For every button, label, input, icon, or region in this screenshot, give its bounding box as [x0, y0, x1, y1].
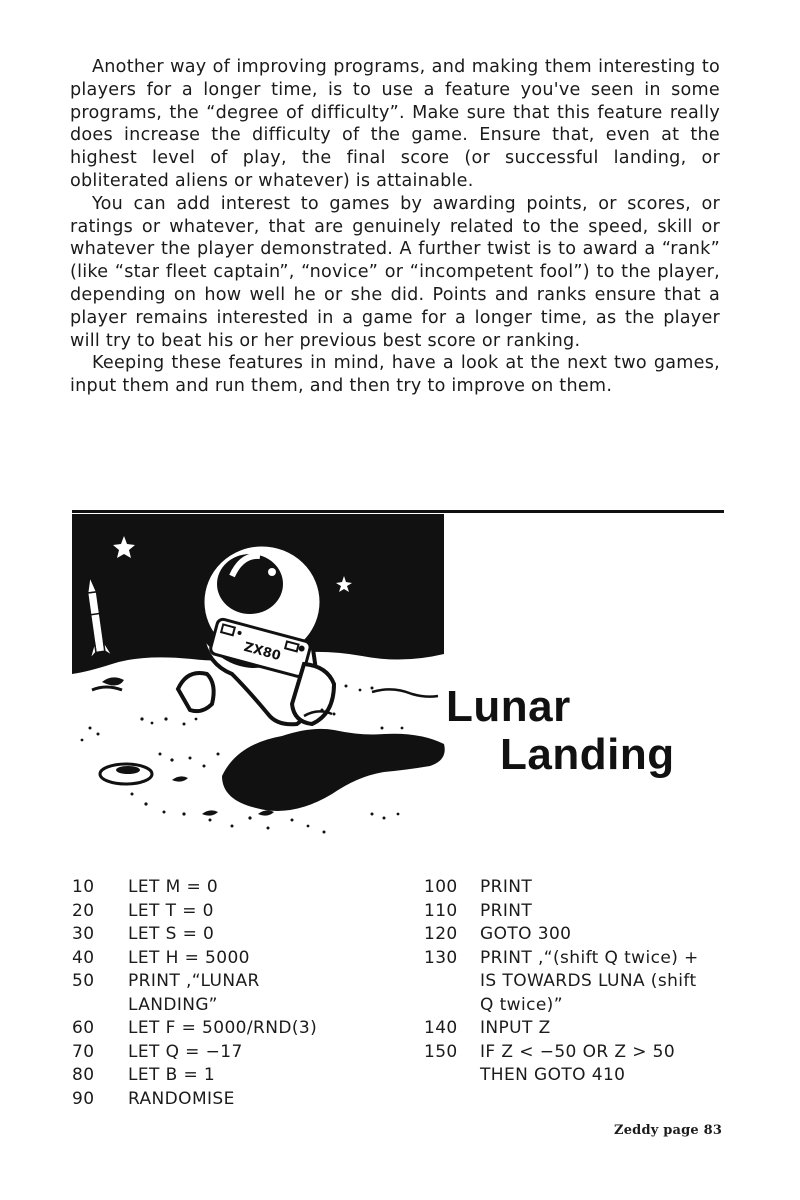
line-number: 90 — [72, 1088, 95, 1109]
line-text: LET T = 0 — [128, 900, 214, 921]
line-text: THEN GOTO 410 — [480, 1065, 626, 1085]
line-number: 100 — [424, 877, 458, 897]
line-number — [72, 994, 128, 1018]
line-text: PRINT — [480, 877, 533, 897]
code-line — [72, 1017, 372, 1041]
line-number: 30 — [72, 924, 95, 944]
line-number — [424, 970, 480, 994]
line-text: PRINT ,“(shift Q twice) + — [480, 947, 699, 968]
line-number: 130 — [424, 947, 458, 968]
moon-robot-picture — [72, 514, 452, 850]
code-line — [72, 1064, 372, 1088]
page-footer: Zeddy page 83 — [614, 1123, 723, 1138]
line-number: 10 — [72, 877, 95, 897]
code-listing-right — [424, 876, 744, 1088]
line-text: LET S = 0 — [128, 924, 215, 944]
title-landing: Landing — [500, 730, 675, 779]
intro-paragraph-2: You can add interest to games by awarding points, or scores, or ratings or whatever, that are genuinely related to the speed, skill or whatever the player demonstrated. A further twist is to award a “rank” (like “star fleet captain”, “novice” or “incompetent fool”) to the player, depending on how well he or she did. Points and ranks ensure that a player remains interested in a game for a longer time, as the player will try to beat his or her previous best score or ranking. — [70, 193, 720, 351]
code-line — [72, 1041, 372, 1065]
line-number: 60 — [72, 1018, 95, 1038]
line-text: RANDOMISE — [128, 1088, 235, 1109]
code-line — [72, 900, 372, 924]
code-listing-left — [72, 876, 372, 1111]
line-text: IS TOWARDS LUNA (shift — [480, 971, 697, 991]
line-number: 110 — [424, 900, 458, 921]
intro-paragraph-1: Another way of improving programs, and making them interesting to players for a longer time, is to use a feature you've seen in some programs, the “degree of difficulty”. Make sure that this feature really does increase the difficulty of the game. Ensure that, even at the highest level of play, the final score (or successful landing, or obliterated aliens or whatever) is attainable. — [70, 57, 720, 191]
code-line — [72, 947, 372, 971]
line-number: 50 — [72, 971, 95, 991]
line-number: 70 — [72, 1041, 95, 1062]
code-line — [424, 1041, 744, 1065]
code-line — [424, 947, 744, 971]
section-divider — [72, 510, 724, 513]
zx80-badge: ZX80 — [242, 639, 283, 665]
line-number — [424, 1064, 480, 1088]
code-line — [72, 923, 372, 947]
line-text: PRINT ,“LUNAR — [128, 971, 260, 991]
line-text: LET F = 5000/RND(3) — [128, 1018, 318, 1038]
intro-paragraph-3: Keeping these features in mind, have a look at the next two games, input them and run them, and then try to improve on them. — [70, 353, 720, 397]
line-text: GOTO 300 — [480, 924, 572, 944]
code-line — [424, 900, 744, 924]
line-text: LET H = 5000 — [128, 947, 250, 968]
intro-text — [70, 56, 720, 398]
code-line — [424, 923, 744, 947]
code-line — [424, 970, 744, 994]
line-number: 40 — [72, 947, 95, 968]
code-line — [72, 994, 372, 1018]
code-line — [424, 994, 744, 1018]
line-number — [424, 994, 480, 1018]
code-line — [72, 1088, 372, 1112]
code-line — [424, 1064, 744, 1088]
line-number: 120 — [424, 924, 458, 944]
line-number: 150 — [424, 1041, 458, 1062]
code-line — [72, 970, 372, 994]
line-text: Q twice)” — [480, 994, 563, 1015]
line-text: LANDING” — [128, 994, 218, 1015]
line-text: PRINT — [480, 900, 533, 921]
line-number: 80 — [72, 1065, 95, 1085]
code-line — [424, 876, 744, 900]
line-number: 140 — [424, 1018, 458, 1038]
line-text: LET B = 1 — [128, 1065, 216, 1085]
title-lunar: Lunar — [446, 682, 571, 731]
line-text: LET Q = −17 — [128, 1041, 243, 1062]
line-text: LET M = 0 — [128, 877, 219, 897]
code-line — [424, 1017, 744, 1041]
line-text: IF Z < −50 OR Z > 50 — [480, 1041, 676, 1062]
line-number: 20 — [72, 900, 95, 921]
line-text: INPUT Z — [480, 1018, 551, 1038]
code-line — [72, 876, 372, 900]
lunar-illustration — [72, 514, 452, 850]
